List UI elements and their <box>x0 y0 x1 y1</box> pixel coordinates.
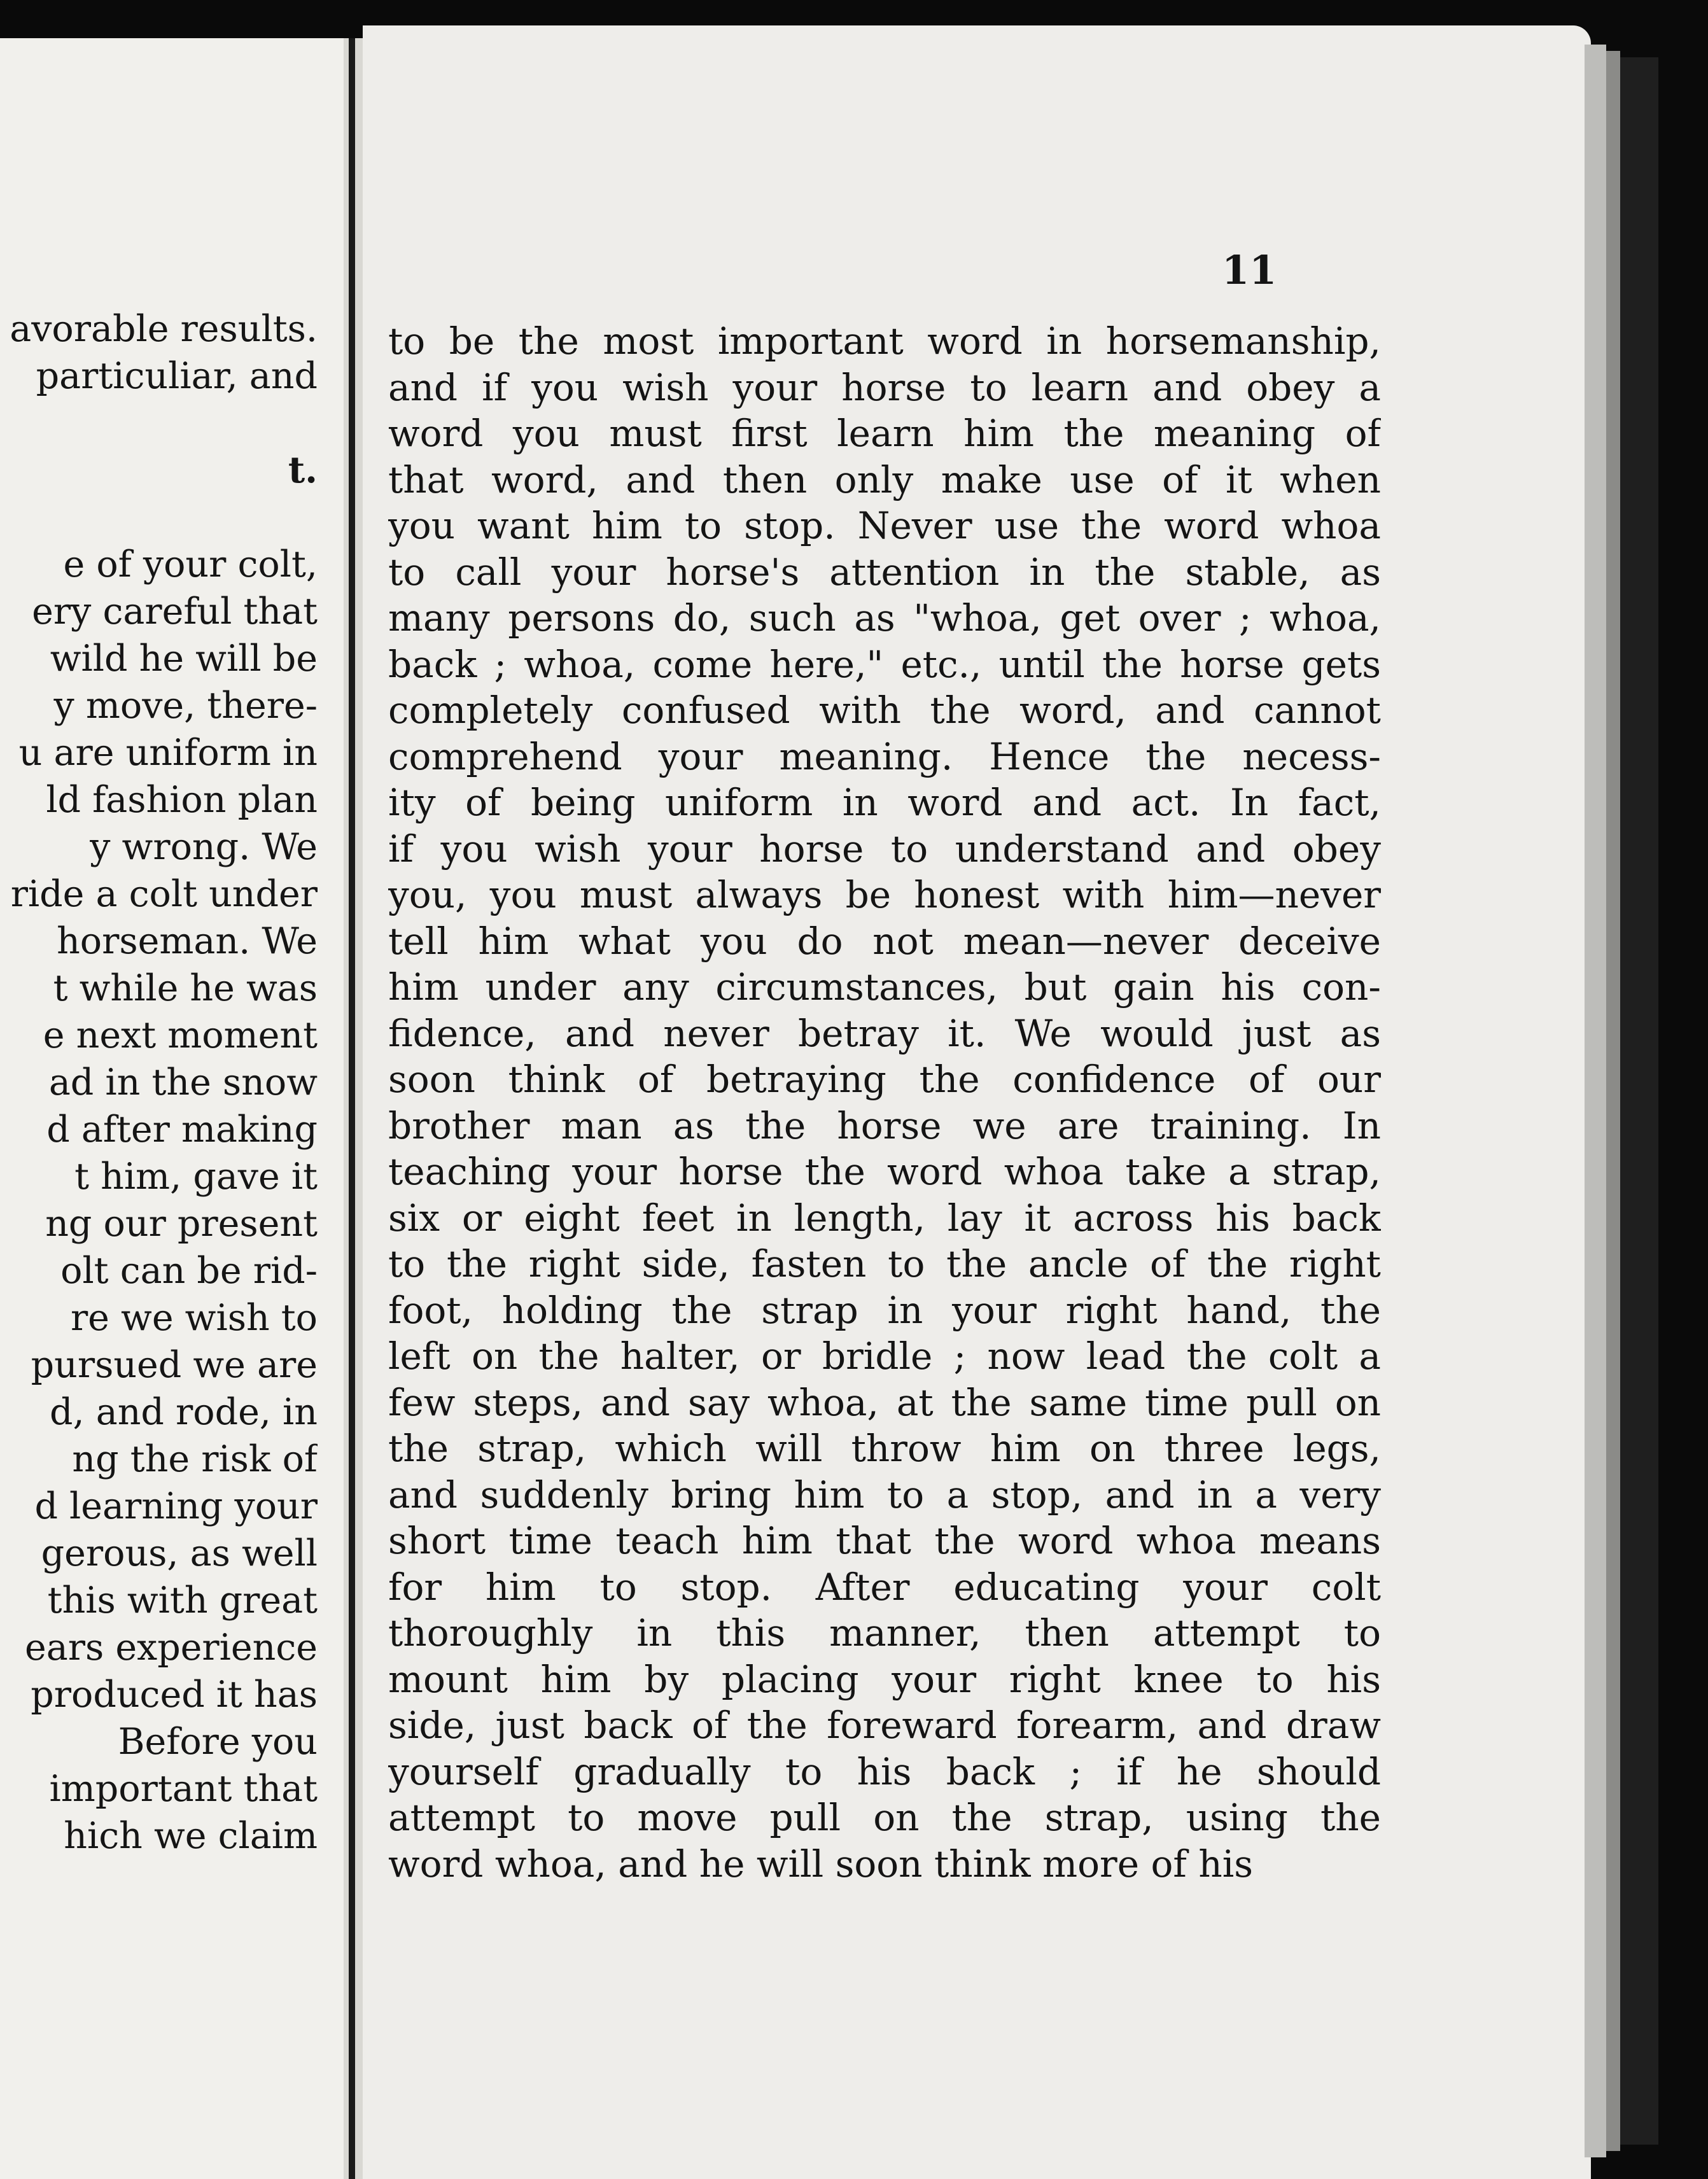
gutter-line <box>349 38 355 2179</box>
left-line: pursued we are <box>31 1344 318 1386</box>
text-line: ity of being uniform in word and act. In fact, <box>388 781 1381 824</box>
left-line: t. <box>288 449 318 491</box>
left-line: produced it has <box>31 1674 318 1716</box>
text-line: side, just back of the foreward forearm, and draw <box>388 1704 1381 1747</box>
text-line: the strap, which will throw him on three legs, <box>388 1427 1381 1470</box>
left-line: t him, gave it <box>74 1156 318 1198</box>
left-line: e of your colt, <box>63 543 318 585</box>
left-line: ld fashion plan <box>46 779 318 821</box>
text-line: if you wish your horse to understand and obey <box>388 827 1381 871</box>
text-line: short time teach him that the word whoa means <box>388 1519 1381 1562</box>
left-line: y move, there- <box>53 685 318 727</box>
page-stack-edge <box>1585 45 1606 2157</box>
left-page-text <box>0 305 318 1860</box>
left-line: d after making <box>46 1109 318 1151</box>
text-line: attempt to move pull on the strap, using the <box>388 1796 1381 1839</box>
text-line: and if you wish your horse to learn and obey a <box>388 365 1381 409</box>
left-line: y wrong. We <box>90 826 318 868</box>
text-line: that word, and then only make use of it when <box>388 458 1381 501</box>
text-line: mount him by placing your right knee to his <box>388 1657 1381 1701</box>
page-number: 11 <box>1222 247 1277 293</box>
left-page <box>0 38 344 2179</box>
text-line: back ; whoa, come here," etc., until the horse gets <box>388 642 1381 686</box>
text-line: and suddenly bring him to a stop, and in a very <box>388 1473 1381 1517</box>
book-cover-edge <box>1620 57 1658 2145</box>
text-line: you, you must always be honest with him—never <box>388 873 1381 916</box>
text-line: to call your horse's attention in the stable, as <box>388 550 1381 594</box>
text-line: thoroughly in this manner, then attempt to <box>388 1611 1381 1655</box>
text-line: yourself gradually to his back ; if he should <box>388 1749 1381 1793</box>
left-line: ng our present <box>45 1203 318 1245</box>
text-line: few steps, and say whoa, at the same time pull on <box>388 1380 1381 1424</box>
text-line: him under any circumstances, but gain his con- <box>388 965 1381 1009</box>
left-line: horseman. We <box>57 920 318 962</box>
text-line: many persons do, such as "whoa, get over ; whoa, <box>388 596 1381 640</box>
text-line: fidence, and never betray it. We would just as <box>388 1011 1381 1055</box>
text-line: teaching your horse the word whoa take a strap, <box>388 1150 1381 1193</box>
left-line: u are uniform in <box>18 732 318 774</box>
left-line: gerous, as well <box>41 1532 318 1574</box>
text-line: left on the halter, or bridle ; now lead the colt a <box>388 1335 1381 1378</box>
left-line <box>0 400 318 447</box>
left-line: avorable results. <box>10 308 318 350</box>
right-page-text <box>388 318 1381 1887</box>
left-line: Before you <box>118 1721 318 1763</box>
text-line: you want him to stop. Never use the word whoa <box>388 504 1381 547</box>
text-line: for him to stop. After educating your colt <box>388 1565 1381 1609</box>
left-line: wild he will be <box>50 638 318 680</box>
text-line: six or eight feet in length, lay it across his back <box>388 1196 1381 1240</box>
text-line: completely confused with the word, and cannot <box>388 689 1381 732</box>
text-line: to be the most important word in horsemanship, <box>388 319 1381 363</box>
left-line: important that <box>49 1768 318 1810</box>
text-line: tell him what you do not mean—never deceive <box>388 919 1381 963</box>
left-line: olt can be rid- <box>60 1250 318 1292</box>
text-line: to the right side, fasten to the ancle of the right <box>388 1242 1381 1286</box>
text-line: word you must first learn him the meaning of <box>388 412 1381 455</box>
left-line: ery careful that <box>32 591 318 633</box>
left-line: t while he was <box>53 967 318 1009</box>
left-line <box>0 494 318 541</box>
left-line: ad in the snow <box>48 1061 318 1104</box>
left-line: re we wish to <box>70 1297 318 1339</box>
page-stack-edge-shadow <box>1606 51 1620 2151</box>
left-line: d learning your <box>34 1485 318 1527</box>
left-line: this with great <box>47 1580 318 1622</box>
text-line: brother man as the horse we are training. In <box>388 1104 1381 1147</box>
left-line: particuliar, and <box>36 355 318 397</box>
text-line: foot, holding the strap in your right hand, the <box>388 1288 1381 1332</box>
left-line: ears experience <box>24 1627 318 1669</box>
left-line: ride a colt under <box>10 873 318 915</box>
text-line: word whoa, and he will soon think more of his <box>388 1842 1254 1886</box>
left-line: d, and rode, in <box>50 1391 318 1433</box>
left-line: e next moment <box>43 1014 318 1056</box>
text-line: soon think of betraying the confidence of our <box>388 1058 1381 1101</box>
left-line: ng the risk of <box>72 1438 318 1480</box>
text-line: comprehend your meaning. Hence the necess- <box>388 734 1381 778</box>
left-line: hich we claim <box>64 1815 318 1857</box>
